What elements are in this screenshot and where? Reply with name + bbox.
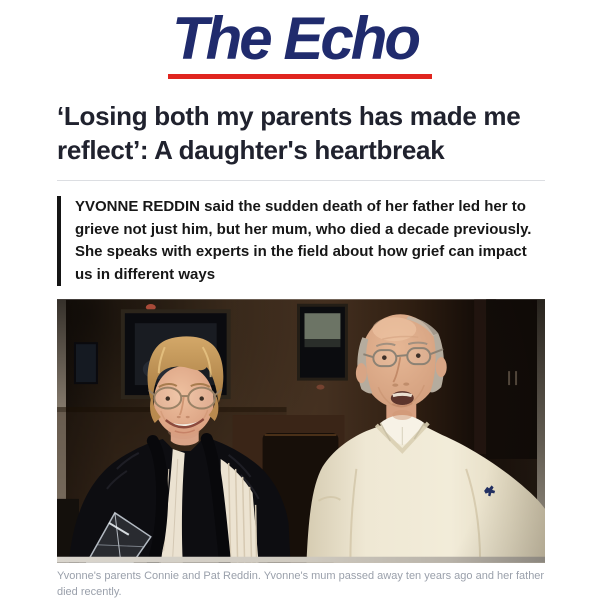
article-headline: ‘Losing both my parents has made me reflect’: A daughter's heartbreak (57, 100, 521, 166)
headline-divider (57, 180, 545, 181)
masthead-logo[interactable]: The Echo (168, 7, 432, 79)
photo-illustration (57, 299, 545, 563)
article-photo (57, 299, 545, 599)
photo-caption: Yvonne's parents Connie and Pat Reddin. Yvonne's mum passed away ten years ago and her father died recently. (57, 570, 545, 598)
article (57, 99, 545, 600)
article-standfirst: YVONNE REDDIN said the sudden death of her father led her to grieve not just him, but her mum, who died a decade previously. She speaks with experts in the field about how grief can impact us in different ways (57, 196, 545, 286)
photo-vignette (57, 300, 545, 563)
masthead (0, 0, 600, 79)
